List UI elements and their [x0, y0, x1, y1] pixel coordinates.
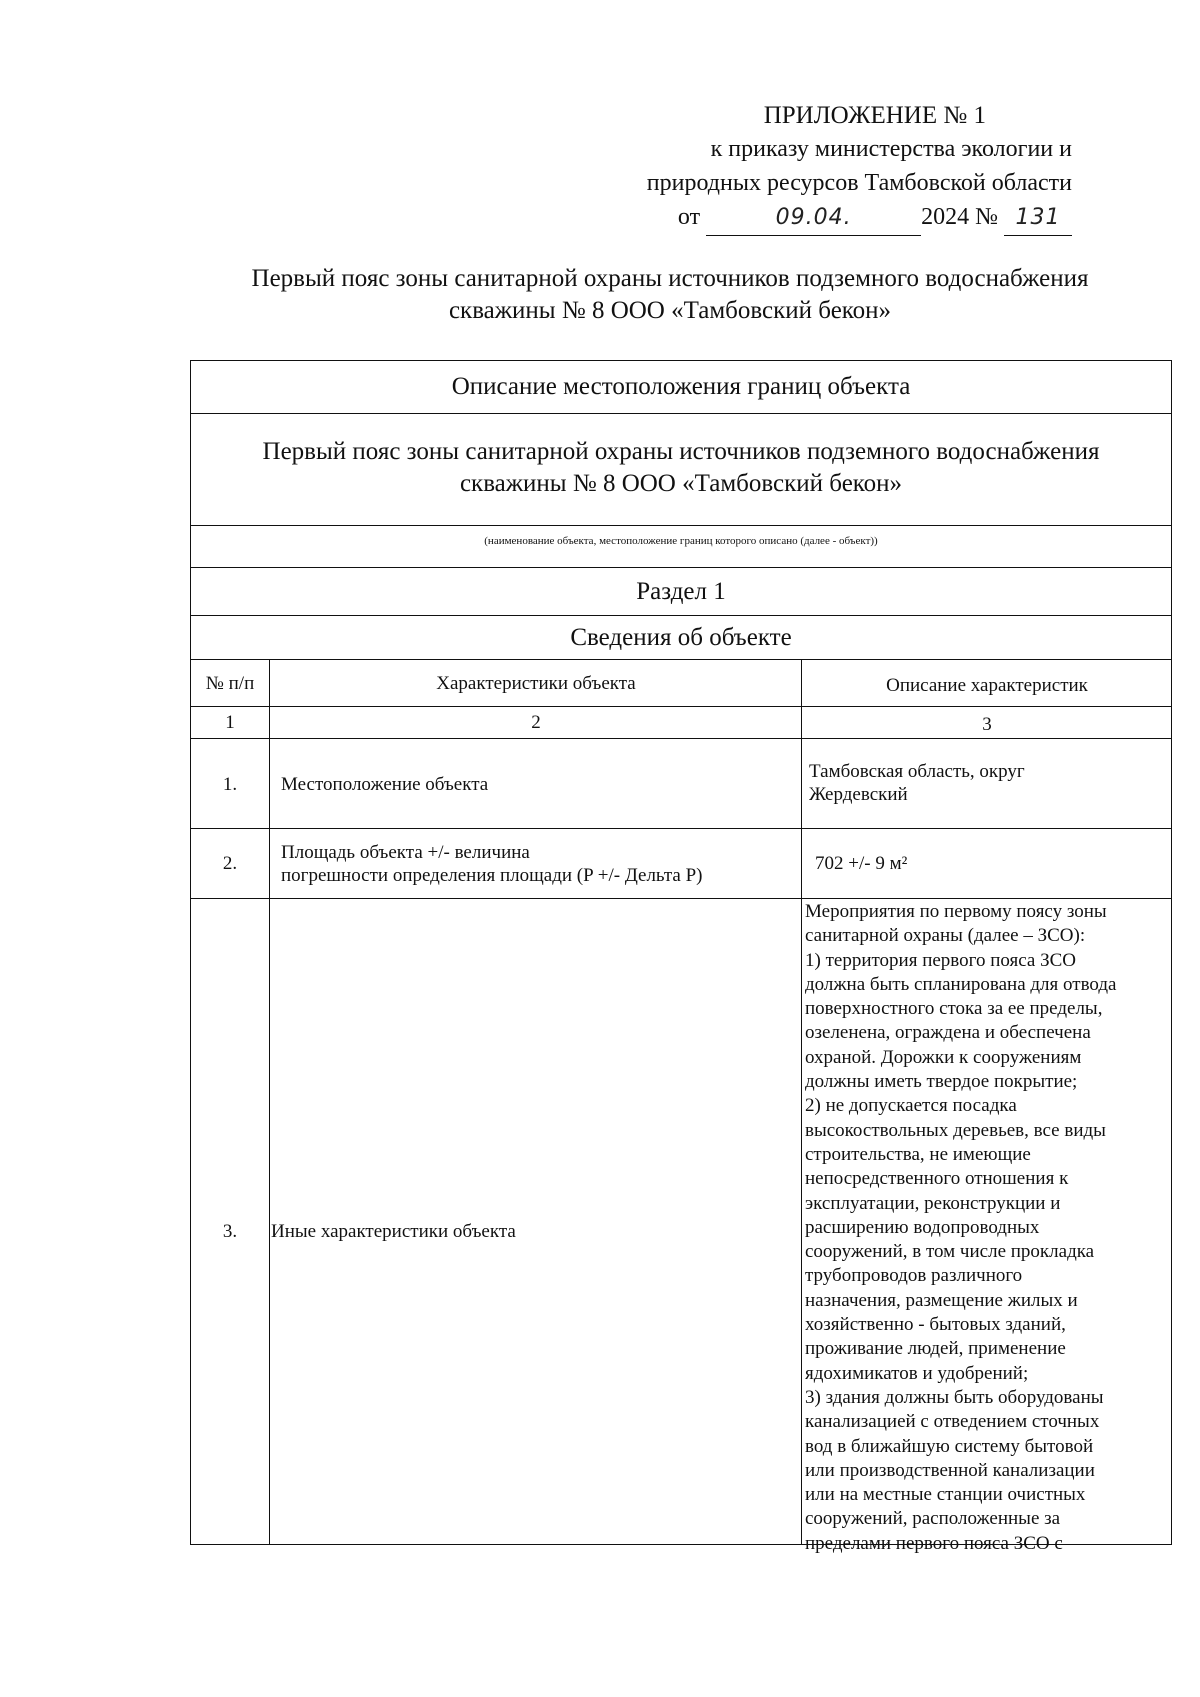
date-fill-line [706, 200, 921, 236]
row-3-number: 3. [222, 1221, 238, 1242]
row-1-number: 1. [222, 774, 238, 795]
handwritten-number: 131 [1015, 205, 1061, 230]
object-name-line-1: Первый пояс зоны санитарной охраны источников подземного водоснабжения [262, 438, 1100, 465]
boundary-description-table [190, 360, 1172, 1554]
row-3-description-line: озеленена, ограждена и обеспечена [805, 1022, 1091, 1044]
row-3-description-line: хозяйственно - бытовых зданий, [805, 1314, 1066, 1336]
row-3-description-line: вод в ближайшую систему бытовой [805, 1435, 1094, 1457]
row-3-description-line: назначения, размещение жилых и [805, 1289, 1078, 1311]
year-number-label: 2024 № [921, 204, 998, 230]
table-description-header: Описание местоположения границ объекта [451, 373, 911, 400]
appendix-heading: ПРИЛОЖЕНИЕ № 1 [763, 102, 986, 129]
row-3-description-line: или производственной канализации [805, 1459, 1095, 1481]
date-prefix: от [677, 204, 701, 230]
row-1-characteristic: Местоположение объекта [281, 774, 489, 795]
row-3-description-line: должна быть спланирована для отвода [805, 973, 1117, 995]
handwritten-date: 09.04. [775, 205, 852, 230]
column-number-2: 2 [531, 712, 541, 733]
row-3-characteristic: Иные характеристики объекта [271, 1221, 516, 1242]
column-number-1: 1 [225, 712, 235, 733]
object-name-line-2: скважины № 8 ООО «Тамбовский бекон» [459, 470, 903, 497]
row-2-characteristic-line: погрешности определения площади (P +/- Дельта P) [281, 865, 703, 886]
appendix-line-1: к приказу министерства экологии и [710, 136, 1072, 162]
appendix-date-row [572, 200, 1072, 236]
column-header-description: Описание характеристик [886, 675, 1088, 696]
row-1-description-line: Жердевский [809, 784, 908, 805]
row-3-description-line: должны иметь твердое покрытие; [805, 1071, 1078, 1093]
row-3-description-line: расширению водопроводных [805, 1216, 1040, 1238]
column-divider [269, 660, 270, 1544]
object-name-cell [191, 413, 1171, 525]
row-3-description-line: поверхностного стока за ее пределы, [805, 998, 1103, 1020]
number-fill-line [1004, 200, 1072, 236]
row-3-description-line: сооружений, расположенные за [805, 1508, 1061, 1530]
row-3-description-line: 3) здания должны быть оборудованы [805, 1386, 1104, 1408]
row-3-description-line: Мероприятия по первому поясу зоны [805, 901, 1107, 922]
row-3-description-line: проживание людей, применение [805, 1338, 1066, 1360]
row-3-description-line: ядохимикатов и удобрений; [805, 1362, 1029, 1384]
row-divider [191, 828, 1171, 829]
characteristics-grid [191, 659, 1171, 1554]
column-header-characteristic: Характеристики объекта [436, 673, 636, 694]
row-3-description-line: канализацией с отведением сточных [805, 1411, 1100, 1433]
row-3-description-line: пределами первого пояса ЗСО с [805, 1532, 1063, 1554]
document-title-line-1: Первый пояс зоны санитарной охраны источников подземного водоснабжения [251, 265, 1089, 292]
row-1-description [803, 760, 1177, 806]
object-name-note: (наименование объекта, местоположение границ которого описано (далее - объект)) [191, 525, 1171, 567]
document-title [150, 263, 1190, 327]
row-3-description-line: непосредственного отношения к [805, 1168, 1069, 1190]
row-3-description [803, 900, 1173, 1556]
row-3-description-line: санитарной охраны (далее – ЗСО): [805, 925, 1086, 947]
row-2-description: 702 +/- 9 м² [815, 853, 908, 874]
row-2-characteristic-line: Площадь объекта +/- величина [281, 842, 530, 863]
column-number-3: 3 [982, 714, 992, 735]
row-divider [191, 738, 1171, 739]
section-title: Сведения об объекте [191, 615, 1171, 660]
section-heading: Раздел 1 [191, 567, 1171, 616]
row-3-description-line: или на местные станции очистных [805, 1484, 1086, 1506]
row-3-description-line: высокоствольных деревьев, все виды [805, 1119, 1106, 1141]
row-3-description-line: строительства, не имеющие [805, 1143, 1031, 1165]
row-divider [191, 706, 1171, 707]
column-header-number: № п/п [205, 673, 255, 694]
row-3-description-line: 2) не допускается посадка [805, 1095, 1017, 1117]
row-3-description-line: 1) территория первого пояса ЗСО [805, 949, 1077, 971]
row-3-description-line: трубопроводов различного [805, 1265, 1023, 1287]
row-3-description-line: эксплуатации, реконструкции и [805, 1192, 1061, 1214]
appendix-block [572, 100, 1072, 236]
row-2-characteristic [271, 841, 811, 887]
row-2-number: 2. [222, 853, 238, 874]
appendix-line-2: природных ресурсов Тамбовской области [646, 170, 1072, 196]
row-3-description-line: охраной. Дорожки к сооружениям [805, 1046, 1082, 1068]
row-divider [191, 898, 1171, 899]
document-title-line-2: скважины № 8 ООО «Тамбовский бекон» [448, 297, 892, 324]
row-1-description-line: Тамбовская область, округ [809, 761, 1025, 782]
row-3-description-line: сооружений, в том числе прокладка [805, 1241, 1095, 1263]
